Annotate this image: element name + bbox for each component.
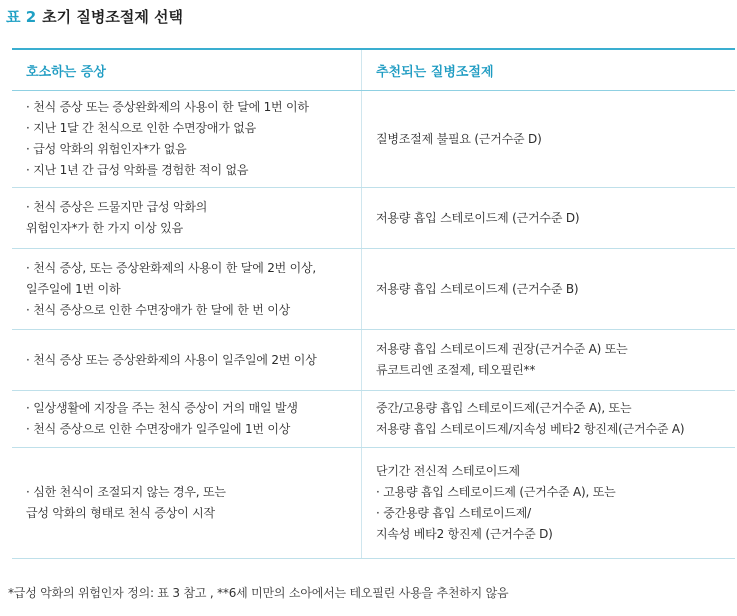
recommendation-item: 중간/고용량 흡입 스테로이드제(근거수준 A), 또는 — [376, 401, 632, 415]
symptom-item: · 천식 증상으로 인한 수면장애가 한 달에 한 번 이상 — [26, 302, 290, 317]
symptom-item: · 급성 악화의 위험인자*가 없음 — [26, 142, 187, 156]
table-title-text: 초기 질병조절제 선택 — [42, 8, 184, 26]
table-row — [12, 188, 735, 249]
table-title — [6, 6, 183, 27]
symptoms-cell — [12, 91, 362, 187]
table-row — [12, 249, 735, 330]
recommendation-cell — [362, 91, 735, 187]
recommendation-cell — [362, 188, 735, 248]
recommendation-cell — [362, 249, 735, 329]
recommendation-item: · 고용량 흡입 스테로이드제 (근거수준 A), 또는 — [376, 485, 616, 499]
recommendation-item: 단기간 전신적 스테로이드제 — [376, 464, 520, 478]
symptom-controller-table — [12, 48, 735, 559]
symptoms-cell — [12, 391, 362, 447]
table-row — [12, 391, 735, 448]
recommendation-text: 류코트리엔 조절제, 테오필린** — [376, 363, 536, 377]
symptoms-cell — [12, 188, 362, 248]
symptom-item: · 천식 증상 또는 증상완화제의 사용이 한 달에 1번 이하 — [26, 100, 309, 114]
table-row — [12, 330, 735, 391]
symptom-item: · 일상생활에 지장을 주는 천식 증상이 거의 매일 발생 — [26, 401, 298, 415]
symptom-item: · 심한 천식이 조절되지 않는 경우, 또는 — [26, 485, 226, 499]
recommendation-item — [376, 360, 735, 381]
symptoms-cell — [12, 330, 362, 390]
recommendation-cell — [362, 391, 735, 447]
header-recommendation: 추천되는 질병조절제 — [376, 64, 494, 80]
recommendation-item: 저용량 흡입 스테로이드제 (근거수준 D) — [376, 210, 580, 225]
recommendation-cell — [362, 330, 735, 390]
table-row — [12, 448, 735, 559]
recommendation-cell — [362, 448, 735, 558]
symptom-item: · 천식 증상, 또는 증상완화제의 사용이 한 달에 2번 이상, — [26, 260, 317, 275]
table-number: 표 2 — [6, 8, 37, 26]
table-footnote: *급성 악화의 위험인자 정의: 표 3 참고 , **6세 미만의 소아에서는 테오필린 사용을 추천하지 않음 — [8, 586, 509, 600]
symptom-item: · 지난 1년 간 급성 악화를 경험한 적이 없음 — [26, 163, 249, 177]
symptom-item: · 지난 1달 간 천식으로 인한 수면장애가 없음 — [26, 121, 257, 135]
table-row — [12, 91, 735, 188]
recommendation-item: · 중간용량 흡입 스테로이드제/ — [376, 506, 532, 520]
recommendation-item: 저용량 흡입 스테로이드제 (근거수준 B) — [376, 281, 579, 296]
symptoms-cell — [12, 249, 362, 329]
symptom-item: · 천식 증상 또는 증상완화제의 사용이 일주일에 2번 이상 — [26, 352, 317, 367]
recommendation-item: 질병조절제 불필요 (근거수준 D) — [376, 131, 542, 146]
symptoms-cell — [12, 448, 362, 558]
symptom-item: 일주일에 1번 이하 — [26, 281, 121, 296]
recommendation-item: 저용량 흡입 스테로이드제 권장(근거수준 A) 또는 — [376, 342, 628, 356]
symptom-item: · 천식 증상으로 인한 수면장애가 일주일에 1번 이상 — [26, 422, 291, 436]
recommendation-item: 저용량 흡입 스테로이드제/지속성 베타2 항진제(근거수준 A) — [376, 422, 685, 436]
recommendation-item: 지속성 베타2 항진제 (근거수준 D) — [376, 527, 553, 541]
symptom-item: · 천식 증상은 드물지만 급성 악화의 — [26, 200, 208, 214]
symptom-item: 위험인자*가 한 가지 이상 있음 — [26, 221, 183, 235]
table-header — [12, 50, 735, 91]
header-symptoms: 호소하는 증상 — [12, 50, 362, 90]
symptom-item: 급성 악화의 형태로 천식 증상이 시작 — [26, 506, 215, 520]
